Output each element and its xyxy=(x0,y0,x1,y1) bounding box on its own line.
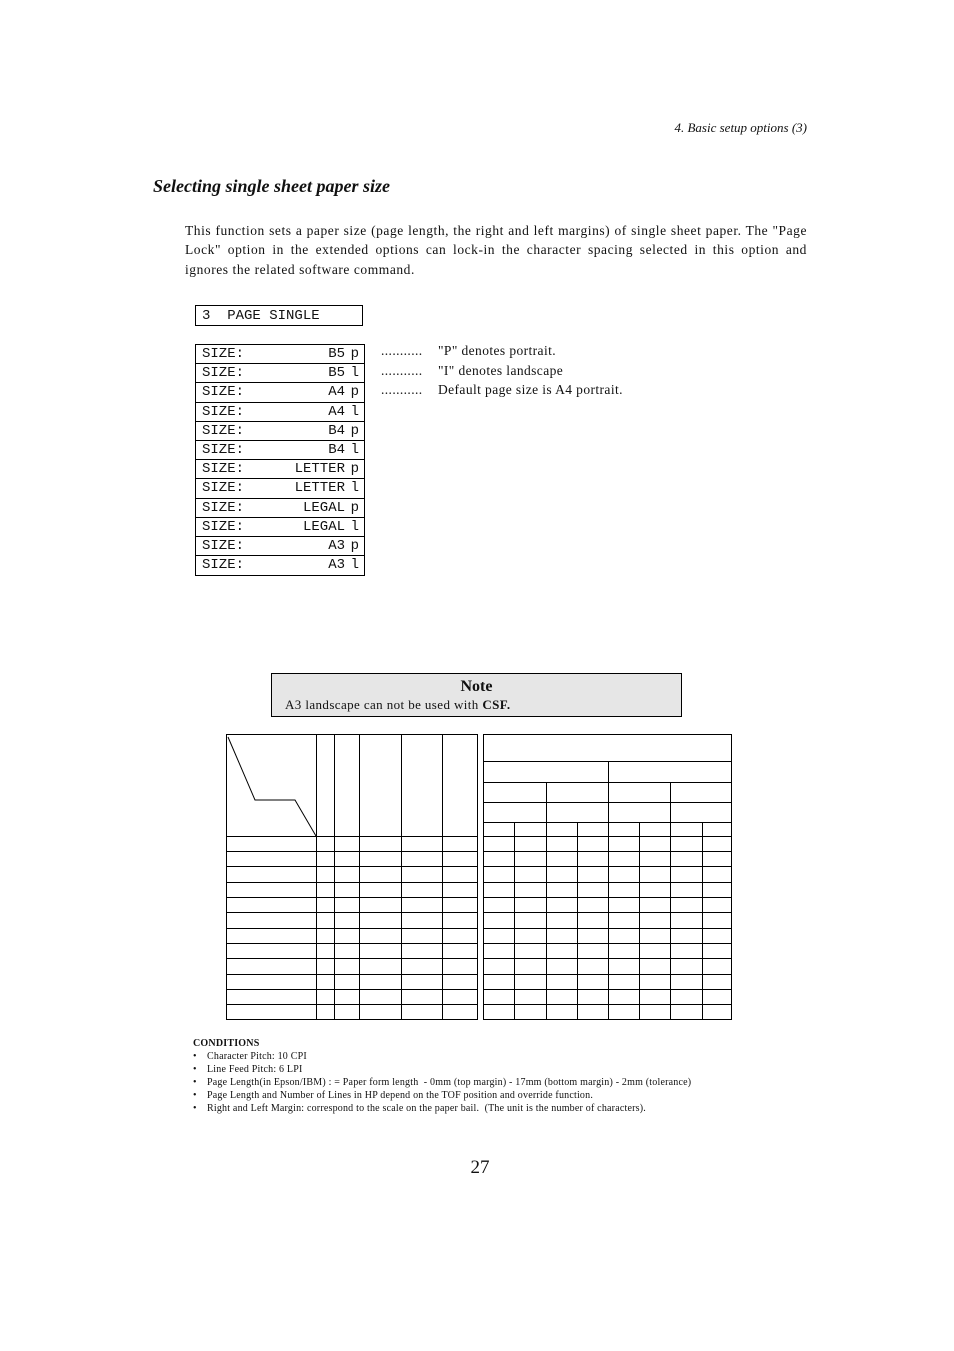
leader-dots: ........... xyxy=(381,362,423,378)
size-value: LETTER xyxy=(294,461,345,478)
note-text-plain: A3 landscape can not be used with xyxy=(285,697,483,712)
size-orientation: l xyxy=(350,518,359,535)
size-label: SIZE: xyxy=(202,518,245,535)
size-value: A4 xyxy=(328,384,345,401)
note-text: Default page size is A4 portrait. xyxy=(438,382,623,397)
size-orientation: l xyxy=(350,403,359,420)
leader-dots: ........... xyxy=(381,382,423,397)
note-text: "I" denotes landscape xyxy=(438,362,564,378)
size-orientation: p xyxy=(350,346,359,362)
size-label: SIZE: xyxy=(202,384,245,401)
size-value: A3 xyxy=(328,557,345,574)
size-label: SIZE: xyxy=(202,365,245,382)
size-label: SIZE: xyxy=(202,346,245,362)
right-table-frame xyxy=(484,735,732,1020)
size-label: SIZE: xyxy=(202,480,245,497)
running-header: 4. Basic setup options (3) xyxy=(674,120,807,135)
size-label: SIZE: xyxy=(202,461,245,478)
size-label: SIZE: xyxy=(202,499,245,516)
right-table-header xyxy=(484,762,732,1020)
conditions-list xyxy=(193,1051,691,1116)
size-orientation: l xyxy=(350,480,359,497)
leader-dots: ........... xyxy=(381,343,423,358)
size-value: B4 xyxy=(328,441,345,458)
menu-header-box: 3 PAGE SINGLE xyxy=(195,305,363,326)
condition-item: • Line Feed Pitch: 6 LPI xyxy=(193,1064,691,1077)
size-value: A4 xyxy=(328,403,345,420)
size-orientation: p xyxy=(350,422,359,439)
size-label: SIZE: xyxy=(202,557,245,574)
left-table-frame xyxy=(227,735,478,1020)
condition-item: • Character Pitch: 10 CPI xyxy=(193,1051,691,1064)
size-value: B5 xyxy=(328,346,345,362)
size-orientation: p xyxy=(350,461,359,478)
condition-item: • Page Length and Number of Lines in HP depend on the TOF position and override function. xyxy=(193,1090,691,1103)
size-value: A3 xyxy=(328,537,345,554)
size-value: LETTER xyxy=(294,480,345,497)
size-label: SIZE: xyxy=(202,403,245,420)
size-orientation: l xyxy=(350,557,359,574)
left-table-rows xyxy=(227,837,478,1005)
section-title: Selecting single sheet paper size xyxy=(153,176,390,196)
size-orientation: p xyxy=(350,499,359,516)
size-value: LEGAL xyxy=(302,518,345,535)
header-diagonal xyxy=(228,737,316,836)
size-label: SIZE: xyxy=(202,537,245,554)
condition-item: • Right and Left Margin: correspond to the scale on the paper bail. (The unit is the number of characters). xyxy=(193,1103,691,1116)
page-number: 27 xyxy=(470,1157,490,1178)
note-title: Note xyxy=(460,678,493,695)
size-label: SIZE: xyxy=(202,441,245,458)
conditions-block xyxy=(193,1038,691,1115)
size-orientation: l xyxy=(350,441,359,458)
note-text: "P" denotes portrait. xyxy=(438,343,557,358)
note-text-bold: CSF. xyxy=(482,697,511,712)
size-orientation: l xyxy=(350,365,359,382)
size-orientation: p xyxy=(350,384,359,401)
size-value: LEGAL xyxy=(302,499,345,516)
size-value: B4 xyxy=(328,422,345,439)
size-label: SIZE: xyxy=(202,422,245,439)
conditions-title: CONDITIONS xyxy=(193,1038,260,1049)
size-orientation: p xyxy=(350,537,359,554)
condition-item: • Page Length(in Epson/IBM) : = Paper form length - 0mm (top margin) - 17mm (bottom margin) - 2mm (tolerance) xyxy=(193,1077,691,1090)
right-table-rows xyxy=(484,837,732,1005)
intro-paragraph: This function sets a paper size (page length, the right and left margins) of single sheet paper. The "Page Lock" option in the extended options can lock-in the character spacing selected in this option and ignores the related software command. xyxy=(185,223,807,277)
left-table-verticals xyxy=(317,735,443,1020)
size-value: B5 xyxy=(328,365,345,382)
